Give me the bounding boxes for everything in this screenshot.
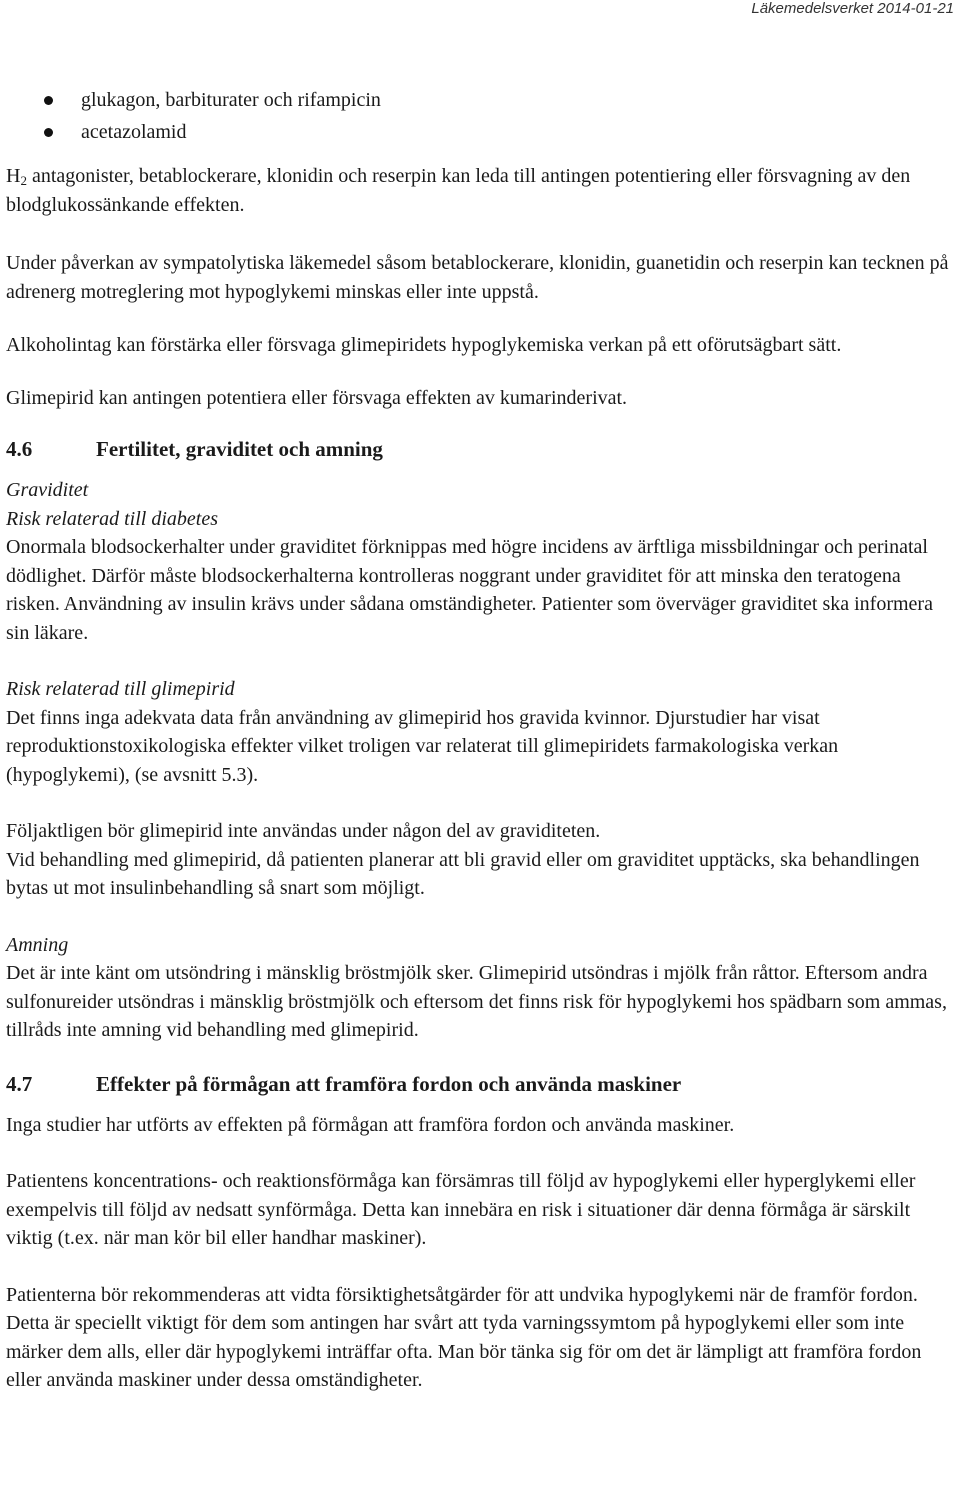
section-number: 4.6 [6,437,33,461]
list-item: acetazolamid [6,116,954,148]
paragraph-forsiktighet: Patienterna bör rekommenderas att vidta försiktighetsåtgärder för att undvika hypoglykemi när de framför fordon. Detta är speciellt viktigt för dem som antingen har svårt att tyda varningssymtom på hypoglykemi eller som inte märker dem alls, eller där hypoglykemi inträffar ofta. Man bör tänka sig för om det är lämpligt att framföra fordon eller använda maskiner under dessa omständigheter. [6,1283,922,1391]
paragraph-sympatolytiska: Under påverkan av sympatolytiska läkemedel såsom betablockerare, klonidin, guanetidin och reserpin kan tecknen på adrenerg motreglering mot hypoglykemi minskas eller inte uppstå. [6,252,949,303]
h2-prefix: H [6,165,21,187]
section-heading-4-7 [6,1069,954,1099]
paragraph-koncentration: Patientens koncentrations- och reaktionsförmåga kan försämras till följd av hypoglykemi eller hyperglykemi eller exempelvis till följd av nedsatt synförmåga. Detta kan innebära en risk i situationer där denna förmåga är särskilt viktig (t.ex. när man kör bil eller handhar maskiner). [6,1170,916,1249]
section-heading-4-6 [6,434,954,464]
h2-subscript: 2 [20,173,27,188]
document-body [6,84,954,1395]
h2-rest: antagonister, betablockerare, klonidin och reserpin kan leda till antingen potentiering eller försvagning av den blodglukossänkande effekten. [6,165,911,216]
paragraph-h2-antagonists [6,162,954,219]
paragraph-risk-diabetes: Onormala blodsockerhalter under graviditet förknippas med högre incidens av ärftliga missbildningar och perinatal dödlighet. Därför måste blodsockerhalterna kontrolleras noggrant under graviditet för att minska den teratogena risken. Användning av insulin krävs under sådana omständigheter. Patienter som överväger graviditet ska informera sin läkare. [6,536,933,644]
section-number: 4.7 [6,1071,33,1096]
subheading-graviditet: Graviditet [6,479,89,501]
section-title: Fertilitet, graviditet och amning [96,437,383,461]
list-item: glukagon, barbiturater och rifampicin [6,84,954,116]
paragraph-kumarin: Glimepirid kan antingen potentiera eller försvaga effekten av kumarinderivat. [6,386,628,409]
paragraph-alkohol: Alkoholintag kan förstärka eller försvaga glimepiridets hypoglykemiska verkan på ett oförutsägbart sätt. [6,334,842,356]
subheading-amning: Amning [6,933,69,956]
subheading-risk-diabetes: Risk relaterad till diabetes [6,507,219,530]
section-title: Effekter på förmågan att framföra fordon och använda maskiner [96,1071,682,1096]
paragraph-vid-behandling: Vid behandling med glimepirid, då patienten planerar att bli gravid eller om graviditet upptäcks, ska behandlingen bytas ut mot insulinbehandling så snart som möjligt. [6,848,920,899]
page-header: Läkemedelsverket 2014-01-21 [751,0,954,17]
paragraph-risk-glimepirid: Det finns inga adekvata data från användning av glimepirid hos gravida kvinnor. Djurstudier har visat reproduktionstoxikologiska effekter vilket troligen var relaterat till glimepiridets farmakologiska verkan (hypoglykemi), (se avsnitt 5.3). [6,706,839,786]
paragraph-foljaktligen: Följaktligen bör glimepirid inte användas under någon del av graviditeten. [6,820,601,842]
subheading-risk-glimepirid: Risk relaterad till glimepirid [6,678,235,700]
paragraph-inga-studier: Inga studier har utförts av effekten på förmågan att framföra fordon och använda maskiner. [6,1113,735,1136]
paragraph-amning: Det är inte känt om utsöndring i mänsklig bröstmjölk sker. Glimepirid utsöndras i mjölk från råttor. Eftersom andra sulfonureider utsöndras i mänsklig bröstmjölk och eftersom det finns risk för hypoglykemi hos spädbarn som ammas, tillråds inte amning vid behandling med glimepirid. [6,962,947,1041]
bullet-list [6,84,954,148]
